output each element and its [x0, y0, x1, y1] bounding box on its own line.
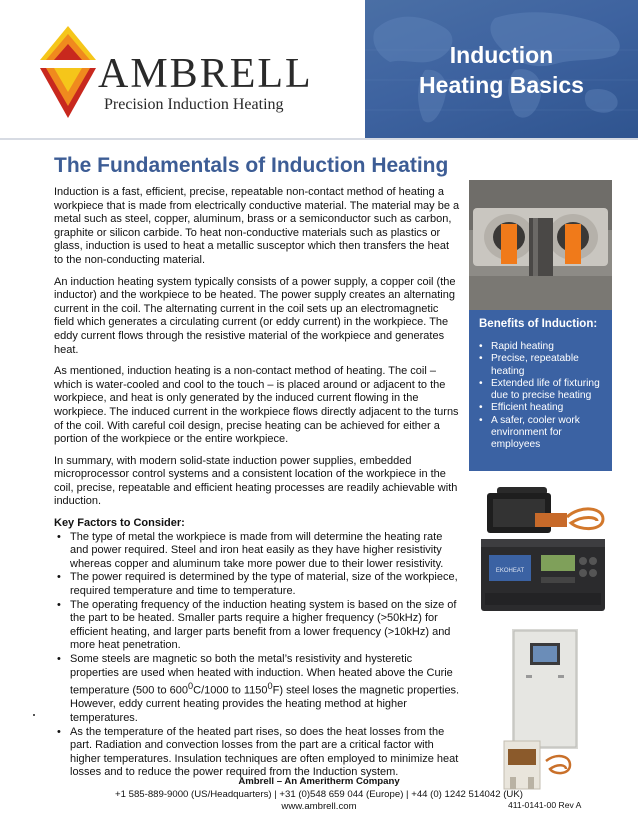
paragraph-non-contact: As mentioned, induction heating is a non-contact method of heating. The coil – which is water-cooled and cool to the touch – is placed around or adjacent to the workpiece, and heat is only generated by the induced current flowing in the workpiece. The induced current in the workpiece flows directly adjacent to the turns of the coil. With careful coil design, precise heating can be achieved for either a portion of the workpiece or the entire workpiece.: [54, 365, 459, 446]
magnetic-text-3: F) steel loses the magnetic properties. However, eddy current heating provides the heating method at higher temperatures.: [70, 684, 460, 725]
key-factor-item: • The power required is determined by the type of material, size of the workpiece, required temperature and time to temperature.: [54, 571, 460, 598]
benefit-item: • Precise, repeatable heating: [479, 353, 602, 378]
power-supply-photo: [475, 487, 610, 617]
logo-diamond-icon: [36, 22, 100, 122]
key-factor-item: • The operating frequency of the induction heating system is based on the size of the part to be heated. Smaller parts require a higher frequency (>50kHz) for efficient heating, and larger parts benefit from a lower frequency (>10kHz) and more heat penetration.: [54, 599, 460, 653]
magnetic-text-1: Some steels are magnetic so both the metal’s resistivity and hysteretic properties are used when heated with induction. When heated above the Curie temperature (500 to 600: [70, 653, 453, 697]
key-factors-heading: Key Factors to Consider:: [54, 517, 185, 530]
logo-tagline: Precision Induction Heating: [104, 96, 284, 113]
footer-phones: +1 585-889-9000 (US/Headquarters) | +31 (0)548 659 044 (Europe) | +44 (0) 1242 514042 (UK): [115, 788, 523, 800]
degree-superscript: 0: [188, 681, 194, 692]
degree-superscript: 0: [267, 681, 273, 692]
key-factor-item-magnetic: [54, 653, 460, 726]
header-title: [365, 40, 638, 100]
benefit-item: • Efficient heating: [479, 402, 602, 414]
footer-website[interactable]: www.ambrell.com: [281, 801, 357, 812]
supply-brand-label: EKOHEAT: [495, 568, 525, 574]
benefit-item: • Extended life of fixturing due to precise heating: [479, 378, 602, 403]
key-factors-list: [54, 531, 460, 780]
benefit-item: • Rapid heating: [479, 341, 602, 353]
body-column: [54, 186, 460, 780]
header-banner: [365, 0, 638, 138]
key-factor-item: • As the temperature of the heated part rises, so does the heat losses from the part. Radiation and convection losses from the part are a critical factor with higher temperatures. Insulation techniques are often employed to minimize heat losses and to reduce the power required from the Induction system.: [54, 726, 460, 780]
benefits-box: [469, 310, 612, 471]
paragraph-system: An induction heating system typically consists of a power supply, a copper coil (the inductor) and the workpiece to be heated. The power supply creates an alternating current in the coil. The alternating current in the coil sets up an electromagnetic field which generates a circulating current (or eddy current) in the workpiece. The eddy current flows through the resistive material of the workpiece and generates heat.: [54, 275, 456, 356]
paragraph-intro: Induction is a fast, efficient, precise, repeatable non-contact method of heating a workpiece that is made from electrically conductive material. The material may be a metal such as steel, copper, aluminum, brass or a semiconductor such as carbon, graphite or silicon carbide. To heat non-conductive materials such as plastics or glass, induction is used to heat a metallic susceptor which then transfers the heat to the non-conducting material.: [54, 186, 460, 266]
page-title: The Fundamentals of Induction Heating: [54, 154, 449, 177]
key-factor-item: • The type of metal the workpiece is made from will determine the heating rate and power required. Steel and iron heat easily as they have higher resistivity whereas copper and aluminum take more power due to their lower resistivity.: [54, 531, 460, 572]
ambrell-logo: [36, 22, 356, 122]
document-number: 411-0141-00 Rev A: [508, 800, 582, 810]
benefit-item: • A safer, cooler work environment for employees: [479, 415, 602, 452]
coil-workpiece-photo: [469, 180, 612, 310]
header-divider: [0, 138, 638, 140]
benefits-title: Benefits of Induction:: [479, 318, 598, 330]
stray-mark: [33, 714, 35, 716]
header-title-line-1: Induction: [449, 42, 554, 68]
paragraph-summary: In summary, with modern solid-state induction power supplies, embedded microprocessor control systems and a consistent location of the workpiece in the coil, precise, repeatable and efficient heating processes are readily achievable with induction.: [54, 454, 458, 508]
footer-company: Ambrell – An Ameritherm Company: [238, 776, 400, 787]
header-title-line-2: Heating Basics: [419, 72, 584, 98]
benefits-list: [479, 341, 602, 452]
logo-wordmark: AMBRELL: [98, 51, 313, 97]
magnetic-text-2: C/1000 to 1150: [193, 684, 268, 697]
cabinet-system-photo: [496, 629, 594, 792]
